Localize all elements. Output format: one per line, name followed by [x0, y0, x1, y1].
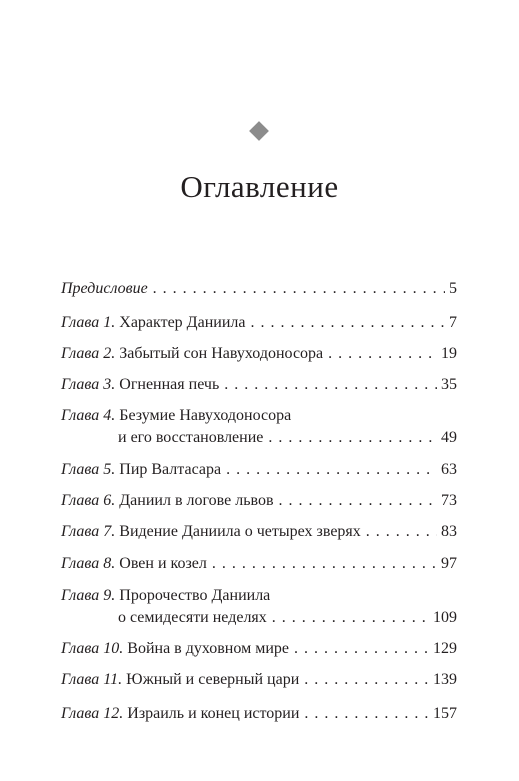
- toc-title: Огненная печь: [119, 376, 220, 393]
- page-title: Оглавление: [180, 169, 339, 204]
- toc-entry-preface[interactable]: [61, 278, 457, 300]
- toc-leader: [294, 638, 429, 660]
- toc-entry-chapter-3[interactable]: [61, 374, 457, 396]
- toc-entry-chapter-7[interactable]: [61, 521, 457, 543]
- toc-page-number: 97: [441, 555, 457, 572]
- toc-title: Южный и северный цари: [126, 671, 300, 688]
- toc-page-number: 83: [441, 523, 457, 540]
- toc-page-number: 129: [433, 640, 457, 657]
- toc-title: Пир Валтасара: [119, 461, 222, 478]
- toc-page-number: 7: [449, 314, 457, 331]
- toc-leader: [304, 669, 429, 691]
- toc-label: Глава 9.: [61, 587, 116, 604]
- diamond-ornament-icon: [249, 121, 269, 141]
- toc-entry-chapter-6[interactable]: [61, 490, 457, 512]
- toc-title: Видение Даниила о четырех зверях: [119, 523, 361, 540]
- toc-leader: [250, 312, 445, 334]
- toc-title: Израиль и конец истории: [127, 705, 300, 722]
- toc-entry-chapter-8[interactable]: [61, 553, 457, 575]
- toc-page-number: 109: [433, 609, 457, 626]
- toc-entry-chapter-2[interactable]: [61, 343, 457, 365]
- toc-page-number: 5: [449, 280, 457, 297]
- toc-page-number: 35: [441, 376, 457, 393]
- toc-label: Глава 3.: [61, 376, 116, 393]
- toc-label: Глава 6.: [61, 492, 116, 509]
- toc-label: Глава 10.: [61, 640, 124, 657]
- toc-leader: [268, 427, 437, 449]
- toc-entry-chapter-5[interactable]: [61, 459, 457, 481]
- toc-leader: [366, 521, 437, 543]
- toc-entry-chapter-4[interactable]: [61, 405, 457, 449]
- toc-entry-chapter-11[interactable]: [61, 669, 457, 691]
- toc-leader: [153, 278, 445, 300]
- toc-page-number: 49: [441, 429, 457, 446]
- toc-entry-chapter-10[interactable]: [61, 638, 457, 660]
- toc-title-continued: и его восстановление: [118, 429, 264, 446]
- toc-title: Безумие Навуходоносора: [119, 407, 292, 424]
- toc-entry-chapter-12[interactable]: [61, 703, 457, 725]
- toc-leader: [272, 607, 429, 629]
- toc-entry-chapter-9[interactable]: [61, 585, 457, 629]
- toc-label: Глава 12.: [61, 705, 124, 722]
- toc-page-number: 157: [433, 705, 457, 722]
- toc-label: Глава 11.: [61, 671, 123, 688]
- toc-label: Глава 7.: [61, 523, 116, 540]
- toc-title: Забытый сон Навуходоносора: [119, 345, 324, 362]
- toc-leader: [212, 553, 437, 575]
- toc-label: Глава 2.: [61, 345, 116, 362]
- toc-leader: [226, 459, 437, 481]
- toc-page-number: 139: [433, 671, 457, 688]
- toc-page-number: 19: [441, 345, 457, 362]
- toc-title: Даниил в логове львов: [119, 492, 274, 509]
- toc-label: Глава 5.: [61, 461, 116, 478]
- toc-entry-chapter-1[interactable]: [61, 312, 457, 334]
- toc-leader: [328, 343, 437, 365]
- toc-title: Овен и козел: [119, 555, 207, 572]
- toc-label: Глава 1.: [61, 314, 116, 331]
- toc-page-number: 73: [441, 492, 457, 509]
- toc-title: Война в духовном мире: [127, 640, 289, 657]
- toc-page-number: 63: [441, 461, 457, 478]
- toc-leader: [279, 490, 438, 512]
- toc-title: Характер Даниила: [119, 314, 246, 331]
- toc-label: Глава 4.: [61, 407, 116, 424]
- toc-label: Глава 8.: [61, 555, 116, 572]
- toc-label: Предисловие: [61, 280, 148, 297]
- toc-leader: [224, 374, 437, 396]
- toc-title-continued: о семидесяти неделях: [118, 609, 267, 626]
- toc-leader: [304, 703, 429, 725]
- toc-title: Пророчество Даниила: [119, 587, 271, 604]
